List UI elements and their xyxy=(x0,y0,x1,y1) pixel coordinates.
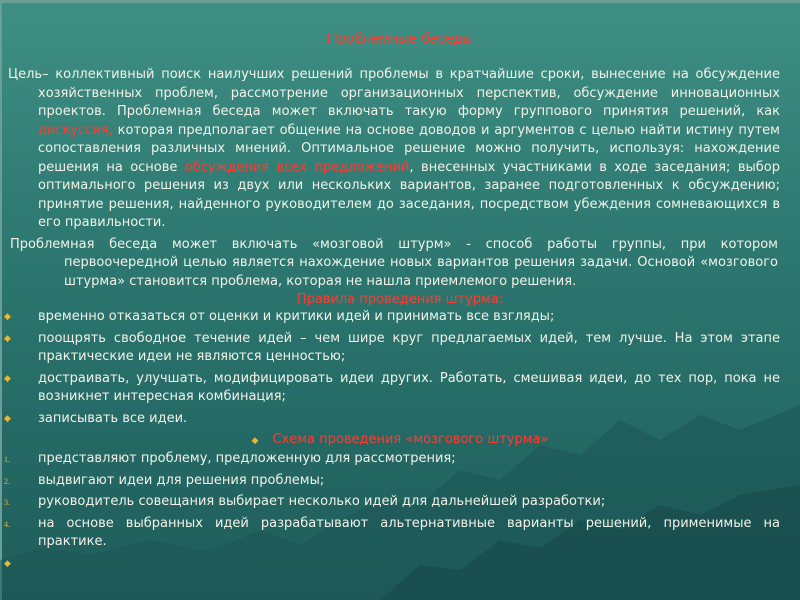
scheme-heading-text: Схема проведения «мозгового штурма» xyxy=(272,432,549,447)
step-text: представляют проблему, предложенную для рассмотрения; xyxy=(38,451,456,466)
step-number: 3. xyxy=(4,498,10,507)
brainstorm-paragraph: Проблемная беседа может включать «мозговой штурм» - способ работы группы, при котором первоочередной целью является нахождение новых вариантов решения задачи. Основой «мозгового штурма» становится проблема, которая не нашла приемлемого решения. xyxy=(10,236,778,289)
step-text: руководитель совещания выбирает несколько идей для дальнейшей разработки; xyxy=(38,494,606,509)
list-item xyxy=(0,370,800,407)
step-text: выдвигают идеи для решения проблемы; xyxy=(38,472,325,488)
proposals-highlight: обсуждения всех предложений xyxy=(184,159,410,175)
diamond-bullet-icon: ◆ xyxy=(251,436,259,446)
goal-paragraph xyxy=(8,66,780,233)
diamond-bullet-icon: ◆ xyxy=(4,373,11,384)
goal-text-1: Цель– коллективный поиск наилучших решений проблемы в кратчайшие сроки, вынесение на обсуждение хозяйственных проблем, рассмотрение организационных перспектив, обсуждение инновационных проектов. Проблемная беседа может включать такую форму группового принятия решений, как xyxy=(8,67,780,119)
step-text: на основе выбранных идей разрабатывают альтернативные варианты решений, применимые на практике. xyxy=(38,515,780,549)
diamond-bullet-icon: ◆ xyxy=(4,333,11,344)
discussion-highlight: дискуссия, xyxy=(38,122,113,138)
step-number: 4. xyxy=(4,519,10,529)
list-item xyxy=(0,450,800,469)
step-number: 1. xyxy=(4,455,10,464)
scheme-heading xyxy=(0,431,800,450)
goal-text-3: , внесенных участниками в ходе заседания; выбор оптимального решения из двух или нескольких вариантов, заранее подготовленных к обсуждению; принятие решения, найденного руководителем до заседания, посредством убеждения сомневающихся в его правильности. xyxy=(38,159,780,230)
list-item xyxy=(0,410,800,429)
diamond-bullet-icon: ◆ xyxy=(4,413,11,424)
rule-text: поощрять свободное течение идей – чем шире круг предлагаемых идей, тем лучше. На этом этапе практические идеи не являются ценностью; xyxy=(38,330,780,364)
slide-title: Проблемные беседы xyxy=(326,30,474,47)
diamond-bullet-icon: ◆ xyxy=(4,558,11,569)
rule-text: записывать все идеи. xyxy=(38,410,188,426)
scheme-list xyxy=(0,450,800,569)
rules-list xyxy=(0,308,800,428)
slide-content xyxy=(0,66,800,569)
list-item xyxy=(0,308,800,327)
step-number: 2. xyxy=(4,476,10,486)
rules-heading: Правила проведения штурма: xyxy=(296,292,504,307)
goal-text-2: которая предполагает общение на основе доводов и аргументов с целью найти истину путем сопоставления различных мнений. Оптимальное решение можно получить, используя: нахождение решения на основе xyxy=(38,122,780,175)
list-item xyxy=(0,330,800,367)
rule-text: достраивать, улучшать, модифицировать идеи других. Работать, смешивая идеи, до тех пор, пока не возникнет интересная комбинация; xyxy=(38,370,780,404)
list-item xyxy=(0,515,800,552)
rule-text: временно отказаться от оценки и критики идей и принимать все взгляды; xyxy=(38,309,555,324)
diamond-bullet-icon: ◆ xyxy=(4,312,11,322)
list-item xyxy=(0,493,800,512)
list-item xyxy=(0,472,800,491)
